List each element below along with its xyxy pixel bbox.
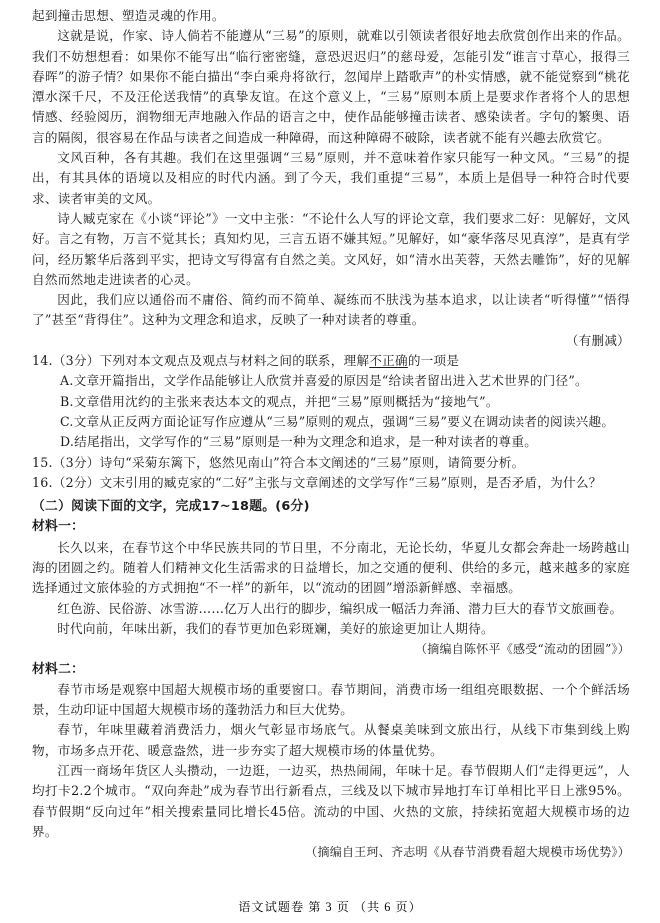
material-1-source: （摘编自陈怀平《感受“流动的团圆”》） [414, 642, 630, 657]
q14-stem-part-a: 14.（3分）下列对本文观点及观点与材料之间的联系，理解 [32, 353, 370, 369]
article-paragraph-3: 诗人臧克家在《小谈“评论”》一文中主张：“不论什么人写的评论文章，我们要求二好：见解好，文风好。言之有物，万言不觉其长；真知灼见，三言五语不嫌其短。”见解好，如“豪华落尽见真淳”，是真有学问，经历繁华后落到平实，把诗文写得富有自然之美。文风好，如“清水出芙蓉，天然去雕饰”，好的见解自然而然地走进读者的心灵。 [32, 210, 630, 287]
article-paragraph-2: 文风百种，各有其趣。我们在这里强调“三易”原则，并不意味着作家只能写一种文风。“三易”的提出，有其具体的语境以及相应的时代内涵。到了今天，我们重提“三易”，本质上是倡导一种符合时代要求、读者审美的文风。 [32, 150, 630, 206]
article-paragraph-0: 起到撞击思想、塑造灵魂的作用。 [32, 8, 225, 23]
abridged-note: （有删减） [565, 332, 630, 348]
q14-option-d: D.结尾指出，文学写作的“三易”原则是一种为文理念和追求，是一种对读者的尊重。 [60, 434, 538, 450]
q14-option-b: B.文章借用沈约的主张来表达本文的观点，并把“三易”原则概括为“接地气”。 [60, 393, 499, 409]
question-15: 15.（3分）诗句“采菊东篱下，悠然见南山”符合本文阐述的“三易”原则，请简要分析。 [32, 454, 525, 470]
question-16: 16.（2分）文末引用的臧克家的“二好”主张与文章阐述的文学写作“三易”原则，是否矛盾，为什么？ [32, 474, 602, 490]
q14-stem-part-b: 的一项是 [407, 353, 460, 369]
q14-emphasis: 不正确 [369, 353, 408, 369]
material-2-paragraph-3: 江西一商场年货区人头攒动，一边逛，一边买，热热闹闹，年味十足。春节假期人们“走得更远”，人均打卡2.2个城市。“双向奔赴”成为春节出行新看点，三线及以下城市异地打车订单相比平日上涨95%。春节假期“反向过年”相关搜索量同比增长45倍。流动的中国、火热的文旅，持续拓宽超大规模市场的边界。 [32, 762, 630, 839]
question-14-stem [32, 351, 630, 371]
page-footer: 语文试题卷 第 3 页 （共 6 页） [238, 900, 422, 914]
q14-option-a: A.文章开篇指出，文学作品能够让人欣赏并喜爱的原因是“给读者留出进入艺术世界的门径”。 [60, 373, 588, 389]
material-1-title: 材料一： [32, 519, 85, 535]
article-paragraph-1: 这就是说，作家、诗人倘若不能遵从“三易”的原则，就难以引领读者很好地去欣赏创作出来的作品。我们不妨想想看：如果你不能写出“临行密密缝，意恐迟迟归”的慈母爱，怎能引发“谁言寸草心，报得三春晖”的游子情？如果你不能白描出“李白乘舟将欲行，忽闻岸上踏歌声”的朴实情感，就不能觉察到“桃花潭水深千尺，不及汪伦送我情”的真挚友谊。在这个意义上，“三易”原则本质上是要求作者将个人的思想情感、经验阅历，润物细无声地融入作品的语言之中，使作品能够撞击读者、感染读者。字句的繁奥、语言的隔阂，很容易在作品与读者之间造成一种障碍，而这种障碍不破除，读者就不能有兴趣去欣赏它。 [32, 28, 630, 145]
q14-option-c: C.文章从正反两方面论证写作应遵从“三易”原则的观点，强调“三易”要义在调动读者的阅读兴趣。 [60, 413, 615, 429]
material-2-paragraph-1: 春节市场是观察中国超大规模市场的重要窗口。春节期间，消费市场一组组亮眼数据、一个个鲜活场景，生动印证中国超大规模市场的蓬勃活力和巨大优势。 [32, 681, 630, 718]
article-paragraph-4: 因此，我们应以通俗而不庸俗、简约而不简单、凝练而不肤浅为基本追求，以让读者“听得懂”“悟得了”甚至“背得住”。这种为文理念和追求，反映了一种对读者的尊重。 [32, 292, 630, 328]
material-2-paragraph-2: 春节，年味里藏着消费活力，烟火气彰显市场底气。从餐桌美味到文旅出行，从线下市集到线上购物，市场多点开花、暖意盎然，进一步夯实了超大规模市场的体量优势。 [32, 722, 630, 758]
section-2-title: （二）阅读下面的文字，完成17~18题。(6分) [32, 499, 310, 515]
material-1-paragraph-1: 长久以来，在春节这个中华民族共同的节日里，不分南北，无论长幼，华夏儿女都会奔赴一场跨越山海的团圆之约。随着人们精神文化生活需求的日益增长，加之交通的便利、供给的多元，越来越多的家庭选择通过文旅体验的方式拥抱“不一样”的新年，以“流动的团圆”增添新鲜感、幸福感。 [32, 539, 630, 596]
material-2-title: 材料二： [32, 661, 85, 677]
material-1-paragraph-3: 时代向前，年味出新，我们的春节更加色彩斑斓，美好的旅途更加让人期待。 [57, 620, 494, 636]
material-2-source: （摘编自王珂、齐志明《从春节消费看超大规模市场优势》） [305, 845, 630, 860]
material-1-paragraph-2: 红色游、民俗游、冰雪游……亿万人出行的脚步，编织成一幅活力奔涌、潜力巨大的春节文旅画卷。 [57, 600, 623, 616]
